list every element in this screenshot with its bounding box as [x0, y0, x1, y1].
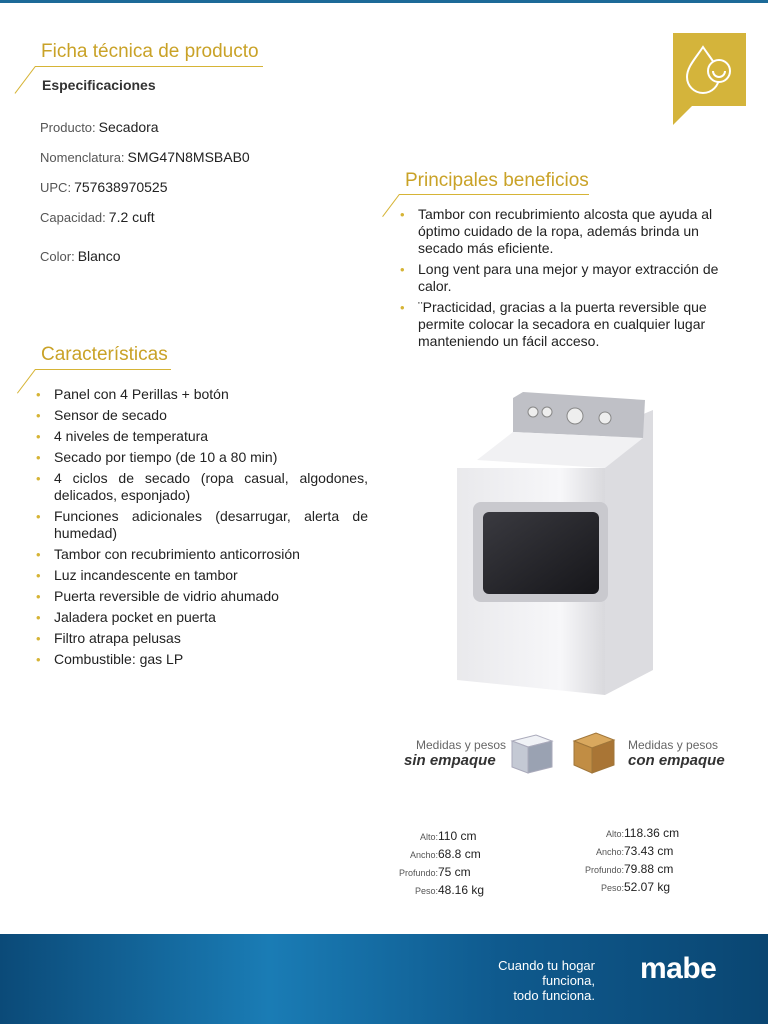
list-item: • Jaladera pocket en puerta: [36, 609, 368, 626]
spec-product: Producto: Secadora: [40, 119, 159, 135]
title-underline: [35, 66, 263, 67]
spec-model: Nomenclatura: SMG47N8MSBAB0: [40, 149, 250, 165]
list-item: • ¨Practicidad, gracias a la puerta reversible que permite colocar la secadora en cualquier lugar manteniendo un fácil acceso.: [400, 299, 720, 350]
page-title: Ficha técnica de producto: [41, 41, 259, 62]
measure-row: Ancho:73.43 cm: [595, 844, 674, 858]
footer-slogan: Cuando tu hogar funciona, todo funciona.: [498, 958, 595, 1003]
measure-row: Alto:118.36 cm: [605, 826, 680, 840]
list-item: • Combustible: gas LP: [36, 651, 368, 668]
without-packaging-label: Medidas y pesos sin empaque: [404, 738, 507, 769]
list-item: • Luz incandescente en tambor: [36, 567, 368, 584]
badge: [673, 33, 746, 106]
measure-row: Alto:110 cm: [419, 829, 477, 843]
measure-row: Profundo:75 cm: [398, 865, 471, 879]
unpacked-box-icon: [506, 729, 558, 777]
dryer-image: [455, 390, 655, 695]
list-item: • Filtro atrapa pelusas: [36, 630, 368, 647]
specs-subtitle: Especificaciones: [42, 77, 156, 93]
badge-tail: [673, 105, 693, 125]
spec-upc: UPC: 757638970525: [40, 179, 168, 195]
list-item: • Panel con 4 Perillas + botón: [36, 386, 368, 403]
drop-icon: [673, 33, 746, 106]
title-diagonal: [15, 66, 36, 94]
measure-row: Profundo:79.88 cm: [584, 862, 674, 876]
list-item: • Secado por tiempo (de 10 a 80 min): [36, 449, 368, 466]
measures-with-packaging: [582, 826, 679, 898]
spec-capacity: Capacidad: 7.2 cuft: [40, 209, 155, 225]
list-item: • Puerta reversible de vidrio ahumado: [36, 588, 368, 605]
cardboard-box-icon: [568, 727, 620, 777]
list-item: • Tambor con recubrimiento alcosta que ayuda al óptimo cuidado de la ropa, además brinda un secado más eficiente.: [400, 206, 720, 257]
benefits-list: [400, 206, 720, 354]
spec-color: Color: Blanco: [40, 248, 121, 264]
list-item: • 4 niveles de temperatura: [36, 428, 368, 445]
list-item: • Sensor de secado: [36, 407, 368, 424]
characteristics-title: Características: [41, 344, 168, 365]
characteristics-list: [36, 386, 368, 672]
benefits-underline: [399, 194, 589, 195]
measure-row: Peso:52.07 kg: [600, 880, 671, 894]
list-item: • Tambor con recubrimiento anticorrosión: [36, 546, 368, 563]
top-border: [0, 0, 768, 3]
measure-row: Ancho:68.8 cm: [409, 847, 481, 861]
list-item: • Funciones adicionales (desarrugar, alerta de humedad): [36, 508, 368, 542]
benefits-diagonal: [382, 194, 400, 217]
characteristics-underline: [35, 369, 171, 370]
measures-without-packaging: [396, 829, 484, 901]
measure-row: Peso:48.16 kg: [414, 883, 485, 897]
benefits-title: Principales beneficios: [405, 170, 589, 191]
brand-logo: mabe: [640, 952, 717, 985]
list-item: • 4 ciclos de secado (ropa casual, algodones, delicados, esponjado): [36, 470, 368, 504]
characteristics-diagonal: [17, 369, 36, 394]
list-item: • Long vent para una mejor y mayor extracción de calor.: [400, 261, 720, 295]
with-packaging-label: Medidas y pesos con empaque: [628, 738, 725, 769]
